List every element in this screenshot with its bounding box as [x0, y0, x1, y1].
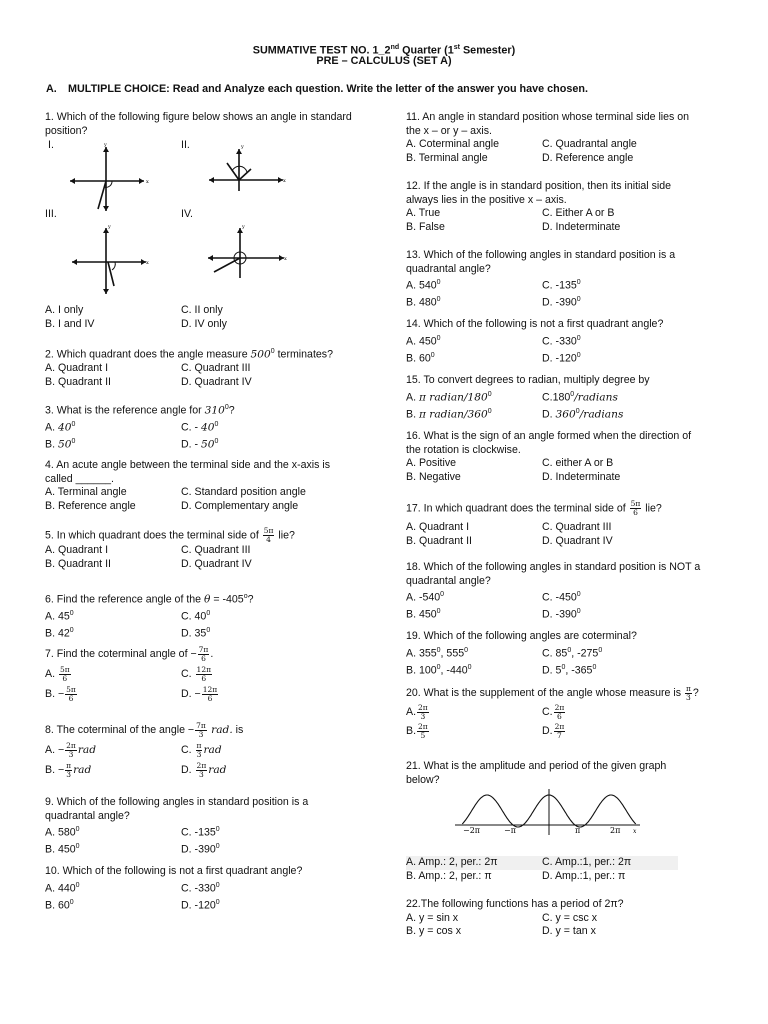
q3-option-d[interactable]: D. - $50^0$: [181, 438, 219, 451]
q20-option-c[interactable]: C. $\frac{2\pi}{6}$: [542, 702, 565, 721]
question-9: [45, 796, 375, 857]
test-title: SUMMATIVE TEST NO. 1_2nd Quarter (1st Semester): [252, 44, 516, 57]
question-21-options: [406, 856, 736, 883]
q6-option-a[interactable]: A. $45^0$: [45, 610, 74, 623]
q5-option-c[interactable]: C. Quadrant III: [181, 544, 251, 556]
question-16-text-line1: 16. What is the sign of an angle formed when the direction of: [406, 430, 692, 442]
q8-option-b[interactable]: B. − $\frac{\pi}{3}$ rad: [45, 760, 92, 779]
q22-option-c[interactable]: C. y = csc x: [542, 911, 598, 924]
q13-option-c[interactable]: C. $-135^0$: [542, 279, 581, 292]
q20-option-d[interactable]: D. $\frac{2\pi}{7}$: [542, 721, 565, 740]
figure-label-iii: III.: [45, 208, 57, 220]
tick-label-pi: π: [575, 826, 581, 835]
question-18-text-line2: quadrantal angle?: [406, 574, 491, 587]
q12-option-d[interactable]: D. Indeterminate: [542, 220, 621, 233]
q15-option-b[interactable]: B. π radian/$360^0$: [406, 407, 492, 421]
q14-option-c[interactable]: C. $-330^0$: [542, 334, 581, 348]
q2-option-d[interactable]: D. Quadrant IV: [181, 375, 252, 388]
q20-option-b[interactable]: B. $\frac{2\pi}{5}$: [406, 721, 428, 740]
question-3-text: 3. What is the reference angle for $310^0$?: [45, 404, 235, 417]
q9-option-b[interactable]: B. $450^0$: [45, 843, 80, 856]
question-9-text-line2: quadrantal angle?: [45, 809, 130, 822]
q10-option-c[interactable]: C. $-330^0$: [181, 881, 220, 895]
question-12-text-line2: always lies in the positive x – axis.: [406, 193, 567, 206]
q21-option-a[interactable]: A. Amp.: 2, per.: 2π: [406, 856, 498, 868]
axis-y-label: y: [104, 142, 107, 148]
figure-label-ii: II.: [181, 139, 190, 151]
q4-option-a[interactable]: A. Terminal angle: [45, 486, 127, 499]
q16-option-b[interactable]: B. Negative: [406, 470, 461, 483]
q10-option-b[interactable]: B. $60^0$: [45, 898, 74, 912]
q1-option-a[interactable]: A. I only: [45, 304, 84, 316]
q15-option-d[interactable]: D. $360^0$/radians: [542, 407, 624, 421]
question-17: [406, 500, 736, 548]
left-column: [45, 111, 375, 138]
svg-text:y: y: [242, 224, 245, 230]
question-20: [406, 684, 736, 741]
question-14: [406, 318, 736, 366]
q7-option-d[interactable]: D. − $\frac{12\pi}{6}$: [181, 684, 218, 703]
q18-option-a[interactable]: A. $-540^0$: [406, 591, 445, 604]
question-16-text-line2: the rotation is clockwise.: [406, 443, 521, 456]
question-17-text: 17. In which quadrant does the terminal side of $\frac{5\pi}{6}$ lie?: [406, 499, 662, 517]
q20-option-a[interactable]: A. $\frac{2\pi}{3}$: [406, 702, 428, 721]
q3-option-a[interactable]: A. $40^0$: [45, 421, 76, 434]
svg-text:x: x: [284, 256, 287, 262]
figure-ii-angle: [205, 141, 289, 191]
svg-text:x: x: [283, 178, 286, 184]
q4-option-c[interactable]: C. Standard position angle: [181, 486, 306, 499]
section-instructions: A. MULTIPLE CHOICE: Read and Analyze each question. Write the letter of the answer you have chosen.: [46, 83, 588, 95]
q10-option-a[interactable]: A. $440^0$: [45, 881, 80, 895]
q5-option-a[interactable]: A. Quadrant I: [45, 544, 109, 556]
question-21-text-line2: below?: [406, 773, 440, 786]
axis-x-label: x: [146, 179, 149, 185]
q17-option-c[interactable]: C. Quadrant III: [542, 521, 612, 533]
question-2-text: 2. Which quadrant does the angle measure $500^0$ terminates?: [45, 348, 333, 361]
q4-option-d[interactable]: D. Complementary angle: [181, 499, 299, 512]
question-13: [406, 249, 736, 310]
question-6: [45, 590, 375, 641]
q9-option-a[interactable]: A. $580^0$: [45, 826, 80, 839]
q9-option-d[interactable]: D. $-390^0$: [181, 843, 220, 856]
q21-option-c[interactable]: C. Amp.:1, per.: 2π: [542, 856, 632, 868]
figure-label-i: I.: [48, 139, 54, 151]
q21-option-d[interactable]: D. Amp.:1, per.: π: [542, 869, 626, 882]
question-1-options: [45, 304, 331, 331]
question-2: [45, 345, 375, 389]
question-5-text: 5. In which quadrant does the terminal side of $\frac{5\pi}{4}$ lie?: [45, 526, 295, 544]
question-12-text-line1: 12. If the angle is in standard position, then its initial side: [406, 180, 672, 192]
q13-option-a[interactable]: A. $540^0$: [406, 279, 441, 292]
q17-option-b[interactable]: B. Quadrant II: [406, 534, 472, 547]
q22-option-d[interactable]: D. y = tan x: [542, 925, 596, 938]
q15-option-a[interactable]: A. π radian/$180^0$: [406, 390, 492, 404]
q10-option-d[interactable]: D. $-120^0$: [181, 898, 220, 912]
question-6-text: 6. Find the reference angle of the $\theta = -405^o$?: [45, 593, 254, 606]
q19-option-a[interactable]: A. $355^0$, $555^0$: [406, 646, 469, 660]
question-12: [406, 180, 736, 234]
q18-option-b[interactable]: B. $450^0$: [406, 608, 441, 621]
question-4-text-line2: called ______.: [45, 472, 114, 485]
question-15-text: 15. To convert degrees to radian, multiply degree by: [406, 374, 650, 386]
q8-option-a[interactable]: A. − $\frac{2\pi}{3}$ rad: [45, 740, 97, 759]
q12-option-b[interactable]: B. False: [406, 220, 445, 233]
tick-label-neg-pi: −π: [504, 826, 516, 835]
question-4: [45, 459, 375, 513]
q11-option-c[interactable]: C. Quadrantal angle: [542, 138, 637, 151]
q6-option-b[interactable]: B. $42^0$: [45, 627, 74, 640]
q4-option-b[interactable]: B. Reference angle: [45, 499, 136, 512]
question-18-text-line1: 18. Which of the following angles in standard position is NOT a: [406, 561, 701, 573]
q14-option-d[interactable]: D. $-120^0$: [542, 351, 581, 365]
svg-text:y: y: [241, 144, 244, 150]
svg-text:y: y: [108, 224, 111, 230]
q1-option-d[interactable]: D. IV only: [181, 317, 227, 330]
question-13-text-line1: 13. Which of the following angles in standard position is a: [406, 249, 676, 261]
q5-option-d[interactable]: D. Quadrant IV: [181, 557, 252, 570]
question-9-text-line1: 9. Which of the following angles in standard position is a: [45, 796, 309, 808]
question-11: [406, 111, 736, 165]
q6-option-d[interactable]: D. $35^0$: [181, 627, 211, 640]
test-subtitle: PRE – CALCULUS (SET A): [316, 55, 452, 67]
q7-option-a[interactable]: A. $\frac{5\pi}{6}$: [45, 664, 70, 683]
q18-option-d[interactable]: D. $-390^0$: [542, 608, 581, 621]
question-1: [45, 111, 375, 138]
question-8: [45, 720, 375, 780]
q3-option-b[interactable]: B. $50^0$: [45, 438, 76, 451]
question-19: [406, 630, 736, 678]
question-7-text: 7. Find the coterminal angle of − $\frac{7\pi}{6}$ .: [45, 644, 214, 663]
question-21-text-line1: 21. What is the amplitude and period of the given graph: [406, 760, 667, 772]
q11-option-a[interactable]: A. Coterminal angle: [406, 138, 500, 151]
cosine-graph: [455, 787, 645, 839]
q13-option-b[interactable]: B. $480^0$: [406, 296, 441, 309]
q19-option-b[interactable]: B. $100^0$, $-440^0$: [406, 663, 472, 677]
figure-i-angle: [68, 141, 152, 215]
q16-option-c[interactable]: C. either A or B: [542, 457, 614, 470]
question-5: [45, 527, 375, 571]
question-20-text: 20. What is the supplement of the angle whose measure is $\frac{\pi}{3}$ ?: [406, 683, 699, 702]
question-22: [406, 898, 736, 939]
q8-option-c[interactable]: C. $\frac{\pi}{3}$ rad: [181, 740, 222, 759]
q11-option-b[interactable]: B. Terminal angle: [406, 151, 488, 164]
q7-option-b[interactable]: B. − $\frac{5\pi}{6}$: [45, 684, 76, 703]
q22-option-b[interactable]: B. y = cos x: [406, 925, 462, 938]
q22-option-a[interactable]: A. y = sin x: [406, 911, 459, 924]
q15-option-c[interactable]: C.180$^0$/radians: [542, 390, 618, 404]
question-4-text-line1: 4. An acute angle between the terminal side and the x-axis is: [45, 459, 331, 471]
question-19-text: 19. Which of the following angles are coterminal?: [406, 630, 637, 642]
tick-label-neg-2pi: −2π: [463, 826, 481, 835]
q14-option-b[interactable]: B. $60^0$: [406, 351, 435, 365]
question-15: [406, 374, 736, 422]
question-13-text-line2: quadrantal angle?: [406, 262, 491, 275]
q6-option-c[interactable]: C. $40^0$: [181, 610, 211, 623]
question-10-text: 10. Which of the following is not a first quadrant angle?: [45, 865, 303, 877]
svg-text:x: x: [146, 260, 149, 266]
question-11-text-line1: 11. An angle in standard position whose terminal side lies on: [406, 111, 690, 123]
q9-option-c[interactable]: C. $-135^0$: [181, 826, 220, 839]
q16-option-d[interactable]: D. Indeterminate: [542, 470, 621, 483]
question-11-text-line2: the x – or y – axis.: [406, 124, 492, 137]
q21-option-b[interactable]: B. Amp.: 2, per.: π: [406, 869, 492, 882]
q17-option-a[interactable]: A. Quadrant I: [406, 521, 470, 533]
q12-option-c[interactable]: C. Either A or B: [542, 207, 615, 220]
question-16: [406, 430, 736, 484]
q7-option-c[interactable]: C. $\frac{12\pi}{6}$: [181, 664, 212, 683]
figure-iv-angle: [204, 222, 288, 280]
q19-option-c[interactable]: C. $85^0$, $-275^0$: [542, 646, 603, 660]
q14-option-a[interactable]: A. $450^0$: [406, 334, 441, 348]
q17-option-d[interactable]: D. Quadrant IV: [542, 534, 613, 547]
q3-option-c[interactable]: C. - $40^0$: [181, 421, 219, 434]
q1-option-b[interactable]: B. I and IV: [45, 317, 95, 330]
q8-option-d[interactable]: D. $\frac{2\pi}{3}$ rad: [181, 760, 227, 779]
question-18: [406, 561, 736, 622]
question-7: [45, 644, 375, 704]
q16-option-a[interactable]: A. Positive: [406, 457, 457, 470]
graph-x-label: x: [633, 828, 637, 835]
q2-option-a[interactable]: A. Quadrant I: [45, 362, 109, 375]
figure-label-iv: IV.: [181, 208, 193, 220]
question-21: [406, 760, 736, 787]
question-3: [45, 401, 375, 452]
q11-option-d[interactable]: D. Reference angle: [542, 151, 634, 164]
q2-option-b[interactable]: B. Quadrant II: [45, 375, 111, 388]
q5-option-b[interactable]: B. Quadrant II: [45, 557, 111, 570]
figure-iii-angle: [68, 222, 152, 298]
q2-option-c[interactable]: C. Quadrant III: [181, 362, 251, 375]
q18-option-c[interactable]: C. $-450^0$: [542, 591, 581, 604]
q1-option-c[interactable]: C. II only: [181, 304, 223, 316]
q13-option-d[interactable]: D. $-390^0$: [542, 296, 581, 309]
question-8-text: 8. The coterminal of the angle − $\frac{7\pi}{3}$ rad. is: [45, 720, 244, 739]
q12-option-a[interactable]: A. True: [406, 207, 441, 220]
question-1-text: 1. Which of the following figure below shows an angle in standard position?: [45, 111, 352, 137]
tick-label-2pi: 2π: [610, 826, 621, 835]
question-10: [45, 865, 375, 913]
question-22-text: 22.The following functions has a period of 2π?: [406, 898, 624, 910]
question-14-text: 14. Which of the following is not a first quadrant angle?: [406, 318, 664, 330]
q19-option-d[interactable]: D. $5^0$, $-365^0$: [542, 663, 597, 677]
